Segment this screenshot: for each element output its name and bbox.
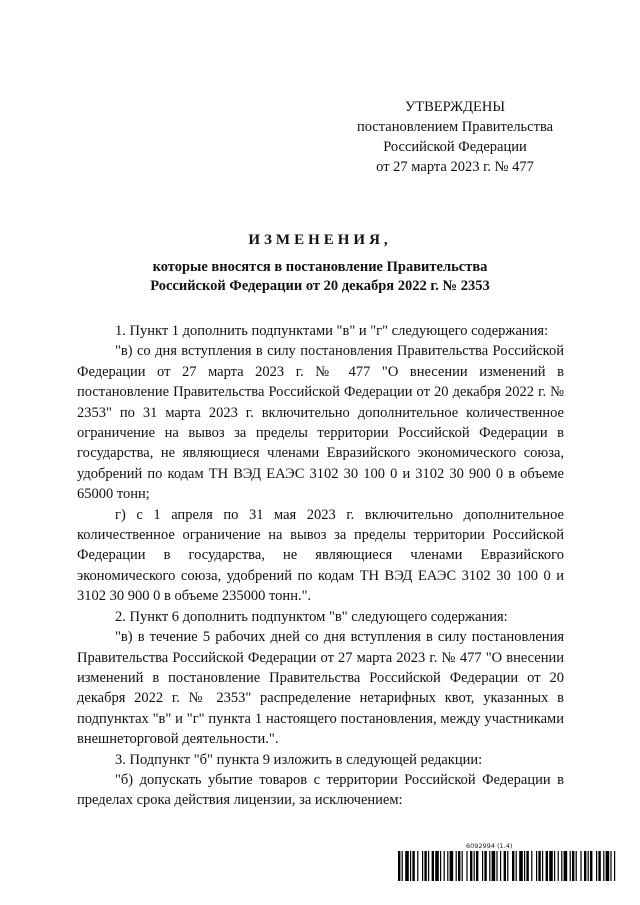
document-body (77, 321, 564, 811)
subtitle-line-2: Российской Федерации от 20 декабря 2022 г. № 2353 (150, 278, 490, 294)
document-subtitle (80, 258, 560, 296)
approval-line-3: от 27 марта 2023 г. № 477 (376, 159, 534, 175)
paragraph-1: 1. Пункт 1 дополнить подпунктами "в" и "г" следующего содержания: (115, 323, 549, 339)
subtitle-line-1: которые вносятся в постановление Правительства (152, 259, 488, 275)
paragraph-2: "в) со дня вступления в силу постановления Правительства Российской Федерации от 27 марта 2023 г. № 477 "О внесении изменений в постановление Правительства Российской Федерации от 20 декабря 2022 г. № 2353" по 31 марта 2023 г. включительно дополнительное количественное ограничение на вывоз за пределы территории Российской Федерации в государства, не являющиеся членами Евразийского экономического союза, удобрений по кодам ТН ВЭД ЕАЭС 3102 30 100 0 и 3102 30 900 0 в объеме 65000 тонн; (77, 343, 564, 503)
approved-heading: УТВЕРЖДЕНЫ (404, 99, 506, 115)
paragraph-5: "в) в течение 5 рабочих дней со дня вступления в силу постановления Правительства Российской Федерации от 27 марта 2023 г. № 477 "О внесении изменений в постановление Правительства Российской Федерации от 20 декабря 2022 г. № 2353" распределение нетарифных квот, указанных в подпунктах "в" и "г" пункта 1 настоящего постановления, между участниками внешнеторговой деятельности.". (77, 629, 564, 748)
paragraph-4: 2. Пункт 6 дополнить подпунктом "в" следующего содержания: (115, 608, 508, 625)
approval-line-1: постановлением Правительства (356, 119, 554, 135)
approval-line-2: Российской Федерации (383, 139, 527, 155)
barcode-bars (398, 851, 618, 881)
paragraph-6: 3. Подпункт "б" пункта 9 изложить в следующей редакции: (115, 751, 483, 768)
paragraph-7: "б) допускать убытие товаров с территории Российской Федерации в пределах срока действия лицензии, за исключением: (77, 771, 564, 809)
approval-stamp (330, 97, 580, 177)
barcode-caption: 6092994 (1.4) (466, 842, 513, 850)
paragraph-3: г) с 1 апреля по 31 мая 2023 г. включительно дополнительное количественное ограничение на вывоз за пределы территории Российской Федерации в государства, не являющиеся членами Евразийского экономического союза, удобрений по кодам ТН ВЭД ЕАЭС 3102 30 100 0 и 3102 30 900 0 в объеме 235000 тонн.". (77, 506, 564, 605)
barcode (398, 842, 618, 882)
document-title: ИЗМЕНЕНИЯ, (248, 232, 392, 248)
